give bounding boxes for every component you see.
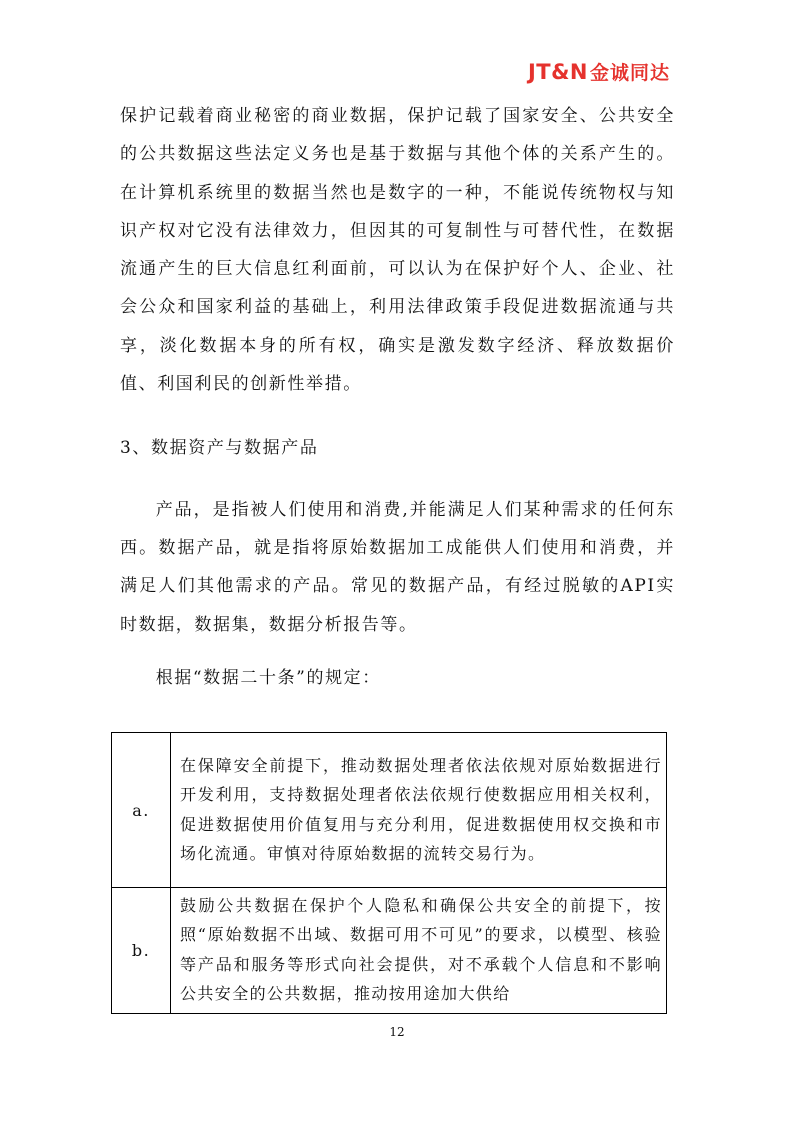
document-body — [120, 97, 675, 697]
table-row — [112, 888, 667, 1014]
row-text: 鼓励公共数据在保护个人隐私和确保公共安全的前提下，按照“原始数据不出域、数据可用不可见”的要求，以模型、核验等产品和服务等形式向社会提供，对不承载个人信息和不影响公共安全的公共数据，推动按用途加大供给 — [171, 888, 667, 1014]
section-heading: 3、数据资产与数据产品 — [120, 438, 319, 459]
logo-latin-text: JT&N — [527, 59, 588, 84]
paragraph-regulation-intro: 根据“数据二十条”的规定： — [155, 667, 381, 688]
logo-chinese-text: 金诚同达 — [589, 62, 670, 84]
row-label: b. — [112, 888, 171, 1014]
row-text: 在保障安全前提下，推动数据处理者依法依规对原始数据进行开发利用，支持数据处理者依法依规行使数据应用相关权利，促进数据使用价值复用与充分利用，促进数据使用权交换和市场化流通。审慎对待原始数据的流转交易行为。 — [171, 733, 667, 888]
table-row — [112, 733, 667, 888]
page-number: 12 — [389, 1025, 405, 1039]
paragraph-data-protection: 保护记载着商业秘密的商业数据，保护记载了国家安全、公共安全的公共数据这些法定义务也是基于数据与其他个体的关系产生的。在计算机系统里的数据当然也是数字的一种，不能说传统物权与知识产权对它没有法律效力，但因其的可复制性与可替代性，在数据流通产生的巨大信息红利面前，可以认为在保护好个人、企业、社会公众和国家利益的基础上，利用法律政策手段促进数据流通与共享，淡化数据本身的所有权，确实是激发数字经济、释放数据价值、利国利民的创新性举措。 — [120, 106, 675, 395]
company-logo — [528, 58, 670, 85]
regulation-table — [111, 732, 667, 1014]
paragraph-data-product: 产品，是指被人们使用和消费,并能满足人们某种需求的任何东西。数据产品，就是指将原始数据加工成能供人们使用和消费，并满足人们其他需求的产品。常见的数据产品，有经过脱敏的API实时数据，数据集，数据分析报告等。 — [120, 499, 675, 635]
row-label: a. — [112, 733, 171, 888]
